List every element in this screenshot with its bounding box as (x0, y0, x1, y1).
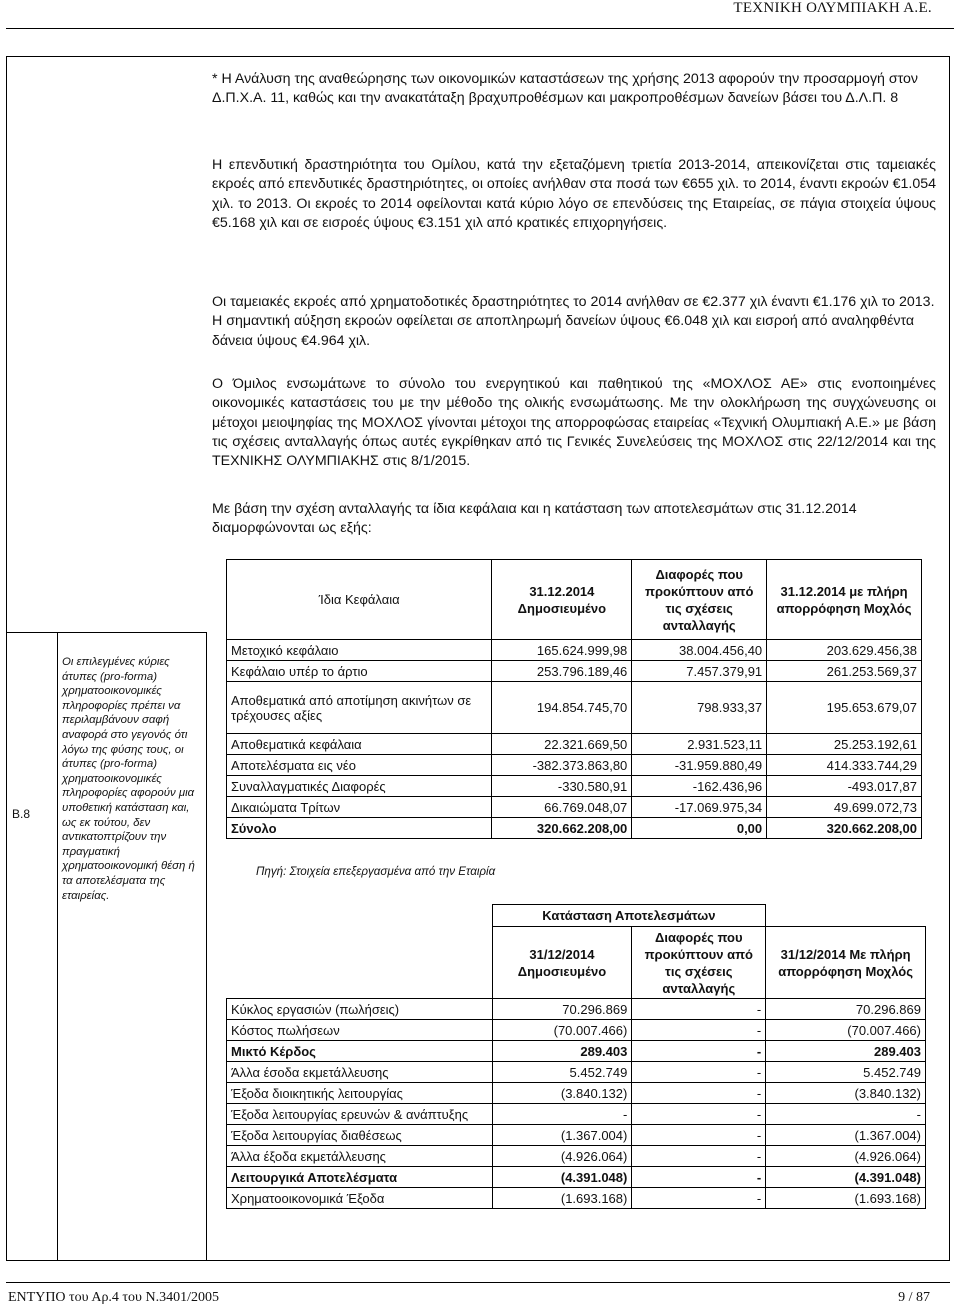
table-row (227, 1020, 926, 1041)
row-diff: - (632, 1125, 766, 1146)
row-diff: 2.931.523,11 (632, 734, 767, 755)
table-row (227, 640, 922, 661)
row-diff: 7.457.379,91 (632, 661, 767, 682)
row-diff: 798.933,37 (632, 682, 767, 734)
row-published: (1.693.168) (492, 1188, 632, 1209)
paragraph-intro-tables: Με βάση την σχέση ανταλλαγής τα ίδια κεφάλαια και η κατάσταση των αποτελεσμάτων στις 31.12.2014 διαμορφώνονται ως εξής: (212, 501, 857, 537)
row-diff: - (632, 1083, 766, 1104)
row-label: Κύκλος εργασιών (πωλήσεις) (227, 999, 493, 1020)
table-row (227, 734, 922, 755)
row-diff: - (632, 1062, 766, 1083)
row-full: 195.653.679,07 (767, 682, 922, 734)
table-row (227, 1062, 926, 1083)
table-row (227, 1146, 926, 1167)
row-label: Έξοδα λειτουργίας ερευνών & ανάπτυξης (227, 1104, 493, 1125)
equity-header-diff: Διαφορές που προκύπτουν από τις σχέσεις ανταλλαγής (632, 560, 767, 640)
paragraph-financing: Οι ταμειακές εκροές από χρηματοδοτικές δραστηριότητες το 2014 ανήλθαν σε €2.377 χιλ έναντι €1.176 χιλ το 2013. Η σημαντική αύξηση εκροών οφείλεται σε αποπληρωμή δανείων ύψους €6.048 χιλ και εισροή από αναληφθέντα δάνεια ύψους €4.964 χιλ. (212, 294, 935, 349)
row-diff: - (632, 1146, 766, 1167)
company-header: ΤΕΧΝΙΚΗ ΟΛΥΜΠΙΑΚΗ Α.Ε. (733, 0, 932, 16)
row-label: Μικτό Κέρδος (227, 1041, 493, 1062)
row-label: Αποθεματικά κεφάλαια (227, 734, 492, 755)
table-row (227, 1104, 926, 1125)
equity-header-full: 31.12.2014 με πλήρη απορρόφηση Μοχλός (767, 560, 922, 640)
row-diff: - (632, 1041, 766, 1062)
row-published: (3.840.132) (492, 1083, 632, 1104)
row-published: - (492, 1104, 632, 1125)
results-header-published: 31/12/2014 Δημοσιευμένο (492, 927, 632, 999)
row-full: 5.452.749 (766, 1062, 926, 1083)
row-diff: - (632, 999, 766, 1020)
row-full: 320.662.208,00 (767, 818, 922, 839)
row-full: (4.926.064) (766, 1146, 926, 1167)
row-full: 289.403 (766, 1041, 926, 1062)
row-label: Κεφάλαιο υπέρ το άρτιο (227, 661, 492, 682)
table-row (227, 999, 926, 1020)
results-title: Κατάσταση Αποτελεσμάτων (492, 905, 766, 927)
row-full: - (766, 1104, 926, 1125)
page-number: 9 / 87 (898, 1290, 930, 1305)
row-label: Αποθεματικά από αποτίμηση ακινήτων σε τρέχουσες αξίες (227, 682, 492, 734)
table-row (227, 661, 922, 682)
total-row (227, 818, 922, 839)
row-diff: -17.069.975,34 (632, 797, 767, 818)
row-published: (4.926.064) (492, 1146, 632, 1167)
row-published: 22.321.669,50 (492, 734, 632, 755)
row-published: -382.373.863,80 (492, 755, 632, 776)
footer-rule (6, 1282, 950, 1283)
row-full: 261.253.569,37 (767, 661, 922, 682)
paragraph-investing: Η επενδυτική δραστηριότητα του Ομίλου, κατά την εξεταζόμενη τριετία 2013-2014, απεικονίζεται στις ταμειακές εκροές από επενδυτικές δραστηριότητες, οι οποίες ανήλθαν στα ποσά των €655 χιλ. το 2014, έναντι εκροών €1.054 χιλ. το 2013. Οι εκροές το 2014 οφείλονται κατά κύριο λόγο σε επενδύσεις της Εταιρείας, σε πάγια στοιχεία ύψους €5.168 χιλ και σε εισροές ύψους €3.151 χιλ από κρατικές επιχορηγήσεις. (212, 157, 936, 231)
table-row (227, 1083, 926, 1104)
row-published: (4.391.048) (492, 1167, 632, 1188)
row-full: (4.391.048) (766, 1167, 926, 1188)
row-label: Χρηματοοικονομικά Έξοδα (227, 1188, 493, 1209)
row-label: Κόστος πωλήσεων (227, 1020, 493, 1041)
results-title-row (227, 905, 926, 927)
row-published: 320.662.208,00 (492, 818, 632, 839)
row-published: (1.367.004) (492, 1125, 632, 1146)
table-row (227, 1167, 926, 1188)
row-diff: - (632, 1188, 766, 1209)
row-full: (70.007.466) (766, 1020, 926, 1041)
row-divider (6, 632, 206, 633)
row-diff: -31.959.880,49 (632, 755, 767, 776)
row-published: 66.769.048,07 (492, 797, 632, 818)
row-label: Συναλλαγματικές Διαφορές (227, 776, 492, 797)
pro-forma-note: Οι επιλεγμένες κύριες άτυπες (pro-forma) χρηματοοικονομικές πληροφορίες πρέπει να περιλαμβάνουν σαφή αναφορά στο γεγονός ότι λόγω της φύσης τους, οι άτυπες (pro-forma) χρηματοοικονομικές πληροφορίες αφορούν μια υποθετική κατάσταση και, ως εκ τούτου, δεν αντικατοπτρίζουν την πραγματική χρηματοοικονομική θέση ή τα αποτελέσματα της εταιρείας. (62, 656, 195, 902)
row-diff: 0,00 (632, 818, 767, 839)
row-published: 165.624.999,98 (492, 640, 632, 661)
row-full: (3.840.132) (766, 1083, 926, 1104)
row-published: 289.403 (492, 1041, 632, 1062)
section-code: Β.8 (12, 807, 31, 821)
row-published: 253.796.189,46 (492, 661, 632, 682)
paragraph-merger: Ο Όμιλος ενσωμάτωνε το σύνολο του ενεργητικού και παθητικού της «ΜΟΧΛΟΣ ΑΕ» στις ενοποιημένες οικονομικές καταστάσεις του με την μέθοδο της ολικής ενσωμάτωσης. Με την ολοκλήρωση της συγχώνευσης οι μέτοχοι μειοψηφίας της ΜΟΧΛΟΣ γίνονται μέτοχοι της απορροφώσας εταιρείας «Τεχνική Ολυμπιακή Α.Ε.» με βάση τις σχέσεις ανταλλαγής όπως αυτές εγκρίθηκαν από τις Γενικές Συνελεύσεις της ΜΟΧΛΟΣ στις 22/12/2014 και της ΤΕΧΝΙΚΗΣ ΟΛΥΜΠΙΑΚΗΣ στις 8/1/2015. (212, 376, 936, 470)
row-label: Έξοδα λειτουργίας διαθέσεως (227, 1125, 493, 1146)
row-published: 194.854.745,70 (492, 682, 632, 734)
paragraph-restatement: * Η Ανάλυση της αναθεώρησης των οικονομικών καταστάσεων της χρήσης 2013 αφορούν την προσαρμογή στον Δ.Π.Χ.Α. 11, καθώς και την ανακατάταξη βραχυπροθέσμων και μακροπροθέσμων δανείων βάσει του Δ.Λ.Π. 8 (212, 71, 919, 107)
column-divider-2 (206, 632, 207, 1261)
source-note: Πηγή: Στοιχεία επεξεργασμένα από την Εταιρία (256, 865, 496, 878)
table-row (227, 776, 922, 797)
row-full: (1.367.004) (766, 1125, 926, 1146)
row-diff: - (632, 1104, 766, 1125)
row-label: Άλλα έσοδα εκμετάλλευσης (227, 1062, 493, 1083)
table-row (227, 755, 922, 776)
row-diff: -162.436,96 (632, 776, 767, 797)
row-diff: - (632, 1020, 766, 1041)
row-label: Άλλα έξοδα εκμετάλλευσης (227, 1146, 493, 1167)
row-published: -330.580,91 (492, 776, 632, 797)
row-label: Λειτουργικά Αποτελέσματα (227, 1167, 493, 1188)
row-full: 70.296.869 (766, 999, 926, 1020)
equity-header-label: Ίδια Κεφάλαια (227, 560, 492, 640)
row-full: 203.629.456,38 (767, 640, 922, 661)
equity-table (226, 559, 922, 839)
row-label: Έξοδα διοικητικής λειτουργίας (227, 1083, 493, 1104)
table-row (227, 1125, 926, 1146)
results-header-row (227, 927, 926, 999)
table-row (227, 1188, 926, 1209)
row-label: Μετοχικό κεφάλαιο (227, 640, 492, 661)
table-row (227, 797, 922, 818)
results-header-diff: Διαφορές που προκύπτουν από τις σχέσεις ανταλλαγής (632, 927, 766, 999)
row-diff: 38.004.456,40 (632, 640, 767, 661)
row-published: 5.452.749 (492, 1062, 632, 1083)
header-rule (6, 28, 954, 29)
row-full: (1.693.168) (766, 1188, 926, 1209)
table-row (227, 682, 922, 734)
equity-header-row (227, 560, 922, 640)
row-label: Αποτελέσματα εις νέο (227, 755, 492, 776)
row-full: -493.017,87 (767, 776, 922, 797)
row-label: Σύνολο (227, 818, 492, 839)
row-published: (70.007.466) (492, 1020, 632, 1041)
row-full: 25.253.192,61 (767, 734, 922, 755)
row-diff: - (632, 1167, 766, 1188)
table-row (227, 1041, 926, 1062)
row-full: 49.699.072,73 (767, 797, 922, 818)
row-published: 70.296.869 (492, 999, 632, 1020)
footer-form-ref: ΕΝΤΥΠΟ του Αρ.4 του Ν.3401/2005 (8, 1290, 219, 1305)
results-header-full: 31/12/2014 Με πλήρη απορρόφηση Μοχλός (766, 927, 926, 999)
row-full: 414.333.744,29 (767, 755, 922, 776)
equity-header-published: 31.12.2014 Δημοσιευμένο (492, 560, 632, 640)
results-table (226, 904, 926, 1209)
column-divider-1 (57, 632, 58, 1261)
row-label: Δικαιώματα Τρίτων (227, 797, 492, 818)
